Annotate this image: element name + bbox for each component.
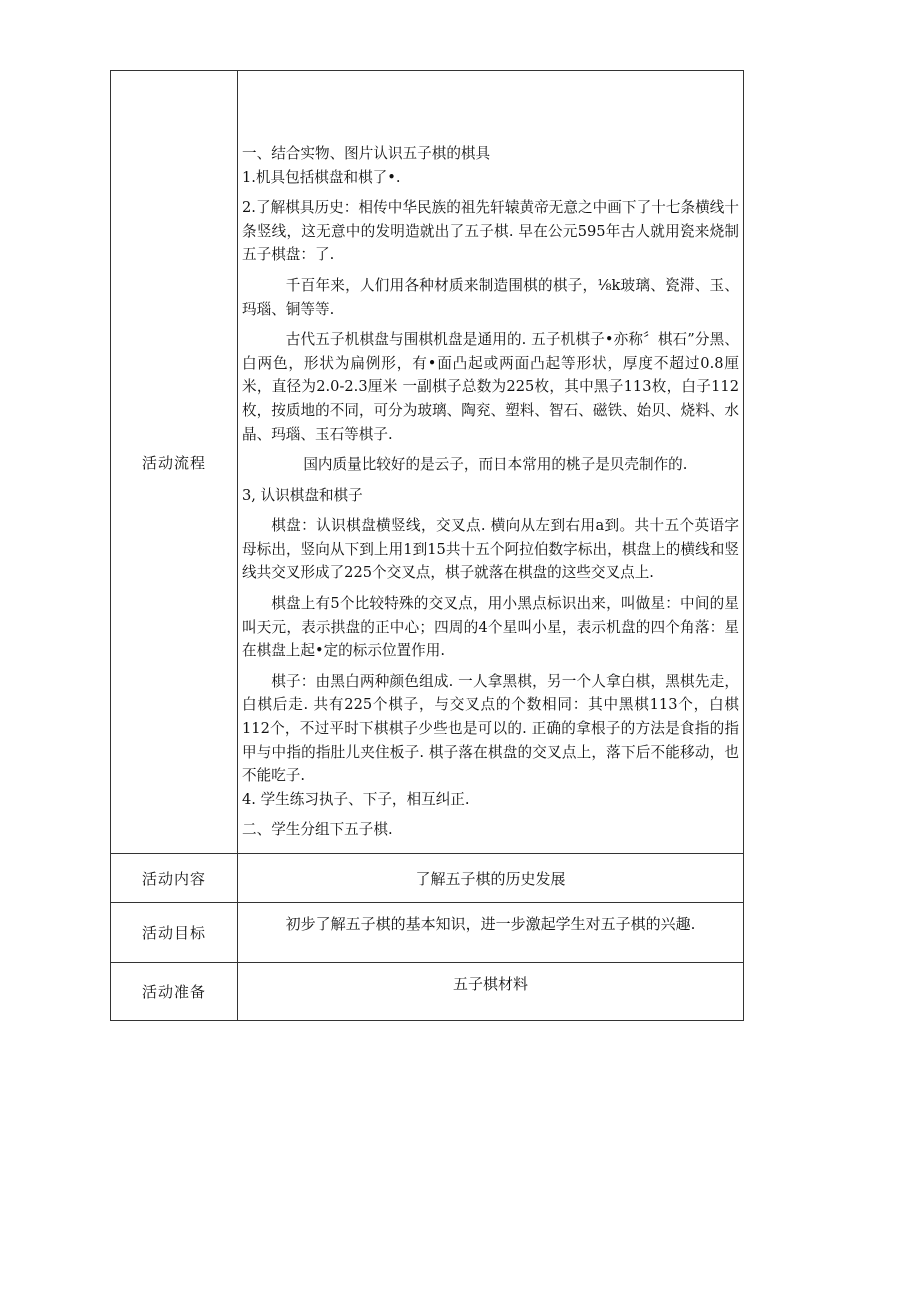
flow-materials-paragraph: 千百年来，人们用各种材质来制造围棋的棋子，⅛k玻璃、瓷滞、玉、玛瑙、铜等等. (242, 276, 739, 318)
lesson-plan-sheet (110, 70, 744, 1021)
goal-value: 初步了解五子棋的基本知识，进一步激起学生对五子棋的兴趣. (238, 903, 744, 963)
goal-label: 活动目标 (111, 903, 238, 963)
flow-heading-1: 一、结合实物、图片认识五子棋的棋具 (242, 144, 491, 162)
flow-body (238, 82, 743, 842)
content-value: 了解五子棋的历史发展 (238, 854, 744, 903)
flow-stones-paragraph: 棋子：由黑白两种颜色组成. 一人拿黑棋，另一个人拿白棋，黑棋先走，白棋后走. 共有225个棋子，与交叉点的个数相同：其中黑棋113个，白棋112个，不过平时下棋棋子少些也是可以的. 正确的拿根子的方法是食指的指甲与中指的指肚儿夹住板子. 棋子落在棋盘的交叉点上，落下后不能移动，也不能吃子. (242, 672, 739, 785)
flow-heading-2: 二、学生分组下五子棋. (242, 821, 393, 839)
goal-row (111, 903, 744, 963)
flow-stars-paragraph: 棋盘上有5个比较特殊的交叉点，用小黑点标识出来，叫做星：中间的星叫天元，表示拱盘的正中心；四周的4个星叫小星，表示机盘的四个角落：星在棋盘上起•定的标示位置作用. (242, 595, 739, 660)
flow-row (111, 71, 744, 854)
flow-item-1: 1.机具包括棋盘和棋了•. (242, 168, 401, 186)
flow-item-3: 3, 认识棋盘和棋子 (242, 486, 363, 504)
flow-cell (238, 71, 744, 854)
prep-label: 活动准备 (111, 963, 238, 1021)
activity-table (110, 70, 744, 1021)
prep-row (111, 963, 744, 1021)
flow-item-4: 4. 学生练习执子、下子，相互纠正. (242, 790, 470, 808)
content-row (111, 854, 744, 903)
flow-ancient-board-paragraph: 古代五子机棋盘与围棋机盘是通用的. 五子机棋子•亦称〞棋石”分黑、白两色，形状为扁例形，有•面凸起或两面凸起等形状，厚度不超过0.8厘米，直径为2.0-2.3厘米 一副棋子总数为225枚，其中黑子113枚，白子112枚，按质地的不同，可分为玻璃、陶兖、塑料、智石、磁铁、始贝、烧料、水晶、玛瑙、玉石等棋子. (242, 331, 739, 443)
flow-item-2: 2.了解棋具历史：相传中华民族的祖先轩辕黄帝无意之中画下了十七条横线十条竖线，这无意中的发明造就出了五子棋. 早在公元595年古人就用瓷来烧制五子棋盘：了. (242, 199, 739, 264)
prep-value: 五子棋材料 (238, 963, 744, 1021)
flow-quality-paragraph: 国内质量比较好的是云子，而日本常用的桃子是贝壳制作的. (303, 456, 688, 474)
content-label: 活动内容 (111, 854, 238, 903)
flow-label: 活动流程 (111, 71, 238, 854)
flow-board-paragraph: 棋盘：认识棋盘横竖线，交叉点. 横向从左到右用a到。共十五个英语字母标出，竖向从下到上用1到15共十五个阿拉伯数字标出，棋盘上的横线和竖线共交叉形成了225个交叉点，棋子就落在棋盘的这些交叉点上. (242, 517, 739, 582)
